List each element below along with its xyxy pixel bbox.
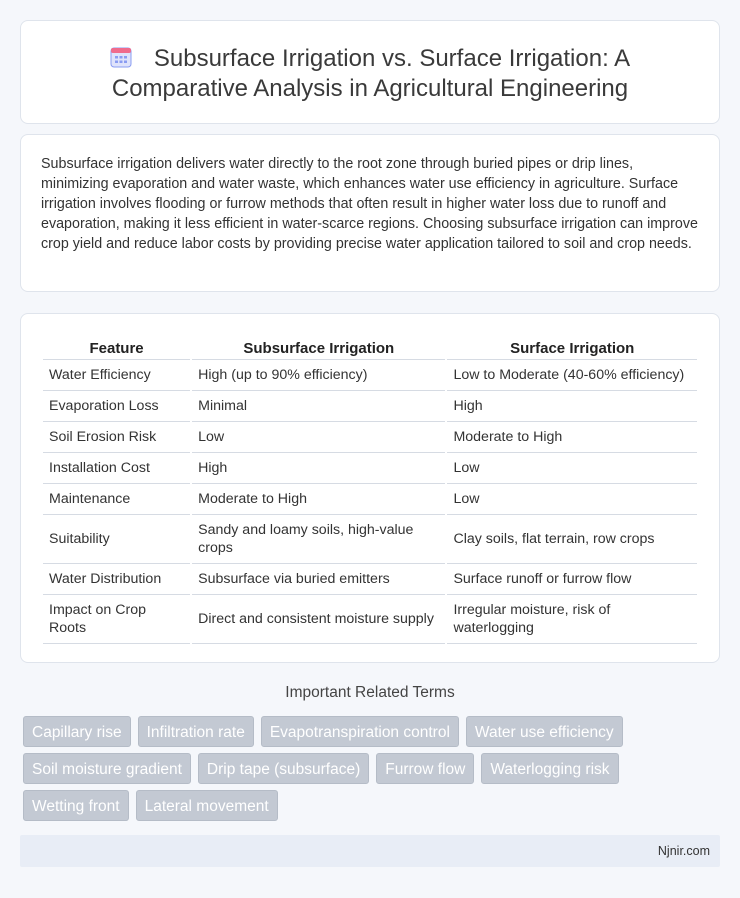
page-title (21, 44, 719, 104)
calendar-icon (110, 46, 132, 68)
table-cell: Suitability (43, 515, 190, 564)
table-row (43, 595, 697, 644)
tag-infiltration-rate[interactable]: Infiltration rate (138, 716, 254, 747)
table-cell: Maintenance (43, 484, 190, 515)
table-cell: Sandy and loamy soils, high-value crops (192, 515, 445, 564)
table-cell: Moderate to High (192, 484, 445, 515)
table-cell: Minimal (192, 391, 445, 422)
table-cell: Water Efficiency (43, 360, 190, 391)
table-cell: Low (447, 453, 697, 484)
table-row (43, 422, 697, 453)
tag-waterlogging-risk[interactable]: Waterlogging risk (481, 753, 618, 784)
tag-lateral-movement[interactable]: Lateral movement (136, 790, 278, 821)
header-subsurface: Subsurface Irrigation (192, 334, 445, 360)
table-row (43, 453, 697, 484)
comparison-table-card (20, 313, 720, 663)
tag-furrow-flow[interactable]: Furrow flow (376, 753, 474, 784)
header-surface: Surface Irrigation (447, 334, 697, 360)
table-cell: High (447, 391, 697, 422)
table-cell: Moderate to High (447, 422, 697, 453)
table-cell: Irregular moisture, risk of waterlogging (447, 595, 697, 644)
comparison-table (41, 334, 699, 644)
related-terms-list (23, 716, 663, 827)
footer-site-link[interactable]: Njnir.com (657, 844, 710, 858)
table-cell: Surface runoff or furrow flow (447, 564, 697, 595)
table-cell: Low (447, 484, 697, 515)
table-cell: Low (192, 422, 445, 453)
table-cell: Clay soils, flat terrain, row crops (447, 515, 697, 564)
table-header-row (43, 334, 697, 360)
table-row (43, 391, 697, 422)
header-feature: Feature (43, 334, 190, 360)
footer (20, 835, 720, 867)
tag-water-use-efficiency[interactable]: Water use efficiency (466, 716, 623, 747)
table-cell: Low to Moderate (40-60% efficiency) (447, 360, 697, 391)
table-cell: High (up to 90% efficiency) (192, 360, 445, 391)
page-title-text: Subsurface Irrigation vs. Surface Irrigation: A Comparative Analysis in Agricultural Engineering (111, 45, 631, 102)
tag-capillary-rise[interactable]: Capillary rise (23, 716, 131, 747)
table-cell: Installation Cost (43, 453, 190, 484)
table-cell: Subsurface via buried emitters (192, 564, 445, 595)
tag-drip-tape[interactable]: Drip tape (subsurface) (198, 753, 369, 784)
related-terms-heading: Important Related Terms (285, 684, 455, 701)
table-cell: Evaporation Loss (43, 391, 190, 422)
table-row (43, 360, 697, 391)
table-row (43, 515, 697, 564)
table-cell: High (192, 453, 445, 484)
table-row (43, 484, 697, 515)
tag-wetting-front[interactable]: Wetting front (23, 790, 129, 821)
table-cell: Soil Erosion Risk (43, 422, 190, 453)
intro-paragraph: Subsurface irrigation delivers water directly to the root zone through buried pipes or drip lines, minimizing evaporation and water waste, which enhances water use efficiency in agriculture. Surface irrigation involves flooding or furrow methods that often result in higher water loss due to runoff and evaporation, making it less efficient in water-scarce regions. Choosing subsurface irrigation can improve crop yield and reduce labor costs by providing precise water application tailored to soil and crop needs. (41, 156, 698, 252)
table-cell: Water Distribution (43, 564, 190, 595)
table-row (43, 564, 697, 595)
intro-card (20, 134, 720, 292)
table-cell: Impact on Crop Roots (43, 595, 190, 644)
title-card (20, 20, 720, 124)
tag-evapotranspiration-control[interactable]: Evapotranspiration control (261, 716, 459, 747)
table-cell: Direct and consistent moisture supply (192, 595, 445, 644)
tag-soil-moisture-gradient[interactable]: Soil moisture gradient (23, 753, 191, 784)
